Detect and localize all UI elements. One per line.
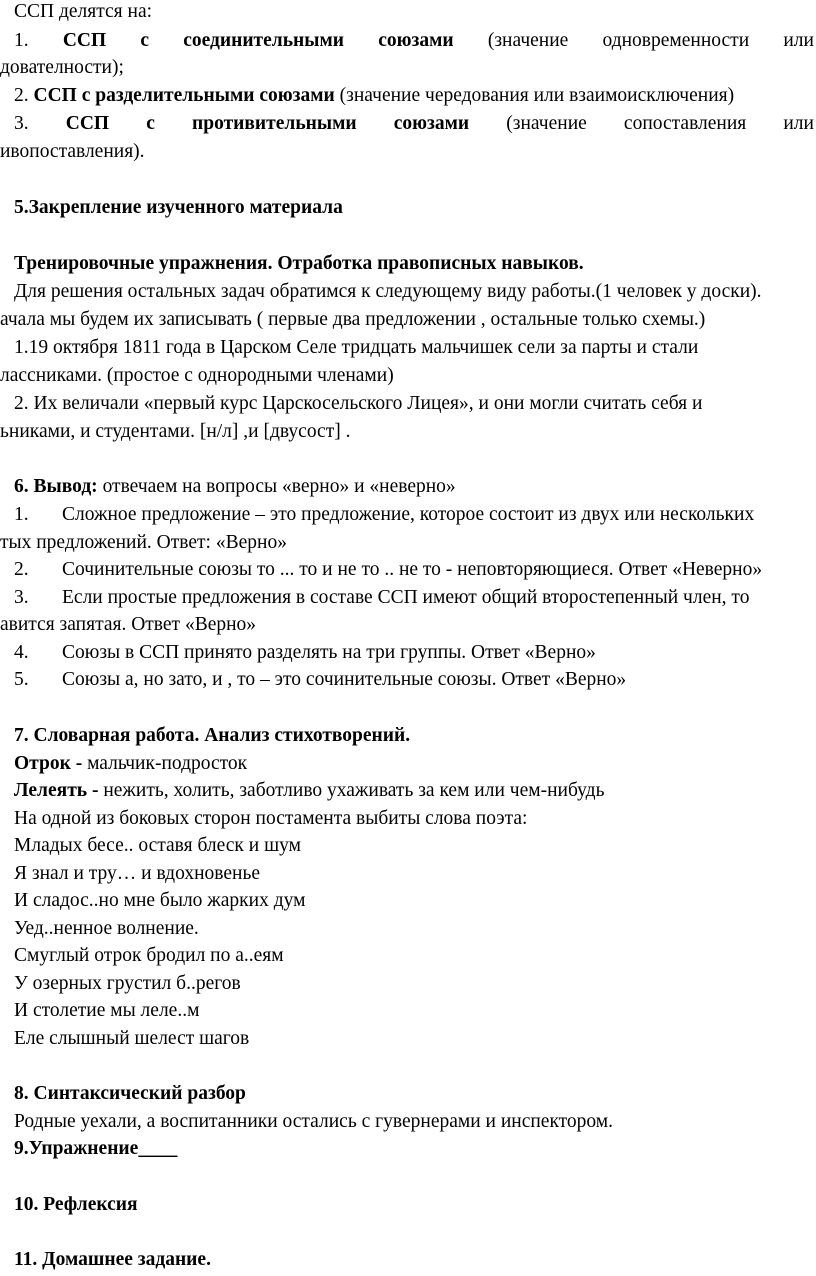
poem-line: Младых бесе.. оставя блеск и шум <box>14 835 301 856</box>
type-3-number: 3. <box>14 113 29 134</box>
poem-line: Еле слышный шелест шагов <box>14 1028 250 1049</box>
type-3-word5: (значение <box>506 113 587 134</box>
vocab-1 <box>14 752 247 776</box>
poem-line: Уед..ненное волнение. <box>14 918 199 939</box>
conclusion-2-text: Сочинительные союзы то ... то и не то .. не то - неповторяющиеся. Ответ «Неверно» <box>62 559 763 580</box>
section-5-p1a: Для решения остальных задач обратимся к следующему виду работы.(1 человек у доски). <box>14 281 762 302</box>
poem-line: Смуглый отрок бродил по а..еям <box>14 945 284 966</box>
type-3-word1: ССП <box>65 113 110 134</box>
section-6-title-line <box>14 475 456 499</box>
type-2-bold: ССП с разделительными союзами <box>33 85 335 106</box>
type-2-number: 2. <box>14 85 29 106</box>
conclusion-1-text: Сложное предложение – это предложение, которое состоит из двух или нескольких <box>62 504 755 525</box>
intro-line: ССП делятся на: <box>14 1 153 22</box>
poem-intro: На одной из боковых сторон постамента выбиты слова поэта: <box>14 808 528 829</box>
section-5-p2a: 1.19 октября 1811 года в Царском Селе тридцать мальчишек сели за парты и стали <box>14 337 699 358</box>
vocab-1-term: Отрок - <box>14 753 83 774</box>
type-3-continuation: ивопоставления). <box>0 141 145 162</box>
section-5-title: 5.Закрепление изученного материала <box>14 197 343 218</box>
section-5-p1b: ачала мы будем их записывать ( первые два предложении , остальные только схемы.) <box>0 309 706 330</box>
poem-line: И сладос..но мне было жарких дум <box>14 890 306 911</box>
poem-line: Я знал и тру… и вдохновенье <box>14 863 261 884</box>
section-8-text: Родные уехали, а воспитанники остались с гувернерами и инспектором. <box>14 1111 614 1132</box>
conclusion-4-number: 4. <box>14 642 29 663</box>
type-2-line <box>14 84 734 108</box>
type-2-rest: (значение чередования или взаимоисключения) <box>339 85 735 106</box>
section-6-title: 6. Вывод: <box>14 476 98 497</box>
conclusion-1-number: 1. <box>14 504 29 525</box>
type-3-word7: или <box>783 113 814 134</box>
type-3-word4: союзами <box>393 113 470 134</box>
type-1-word4: союзами <box>378 30 454 51</box>
section-5-p3a: 2. Их величали «первый курс Царскосельского Лицея», и они могли считать себя и <box>14 393 703 414</box>
section-5-p3b: ьниками, и студентами. [н/л] ,и [двусост] . <box>0 421 351 442</box>
section-7-title: 7. Словарная работа. Анализ стихотворений. <box>14 725 411 746</box>
type-1-word3: соединительными <box>183 30 345 51</box>
conclusion-4-text: Союзы в ССП принято разделять на три группы. Ответ «Верно» <box>62 642 596 663</box>
type-1-continuation: дователности); <box>0 57 124 78</box>
type-3-line <box>14 112 814 136</box>
conclusion-3-cont: авится запятая. Ответ «Верно» <box>0 614 257 635</box>
conclusion-3-number: 3. <box>14 587 29 608</box>
section-5-subtitle: Тренировочные упражнения. Отработка правописных навыков. <box>14 253 584 274</box>
vocab-2 <box>14 779 604 803</box>
section-5-p2b: лассниками. (простое с однородными членами) <box>0 365 394 386</box>
conclusion-5-text: Союзы а, но зато, и , то – это сочинительные союзы. Ответ «Верно» <box>62 669 627 690</box>
type-1-word6: одновременности <box>602 30 750 51</box>
type-3-word6: сопоставления <box>623 113 747 134</box>
vocab-2-term: Лелеять - <box>14 780 99 801</box>
type-1-number: 1. <box>14 30 29 51</box>
type-3-word2: с <box>146 113 155 134</box>
conclusion-5-number: 5. <box>14 669 29 690</box>
conclusion-1-cont: тых предложений. Ответ: «Верно» <box>0 532 287 553</box>
type-1-line <box>14 29 814 53</box>
section-6-title-rest: отвечаем на вопросы «верно» и «неверно» <box>97 476 456 497</box>
type-1-word2: с <box>140 30 149 51</box>
conclusion-3-text: Если простые предложения в составе ССП имеют общий второстепенный член, то <box>62 587 750 608</box>
type-1-word7: или <box>783 30 814 51</box>
conclusion-2-number: 2. <box>14 559 29 580</box>
section-9-title: 9.Упражнение____ <box>14 1138 178 1159</box>
poem-line: И столетие мы леле..м <box>14 1000 200 1021</box>
section-11-title: 11. Домашнее задание. <box>14 1249 211 1270</box>
type-1-word1: ССП <box>62 30 107 51</box>
section-10-title: 10. Рефлексия <box>14 1194 138 1215</box>
vocab-2-def: нежить, холить, заботливо ухаживать за кем или чем-нибудь <box>98 780 605 801</box>
poem-line: У озерных грустил б..регов <box>14 973 241 994</box>
section-8-title: 8. Синтаксический разбор <box>14 1083 246 1104</box>
vocab-1-def: мальчик-подросток <box>82 753 248 774</box>
type-3-word3: противительными <box>192 113 357 134</box>
type-1-word5: (значение <box>487 30 569 51</box>
